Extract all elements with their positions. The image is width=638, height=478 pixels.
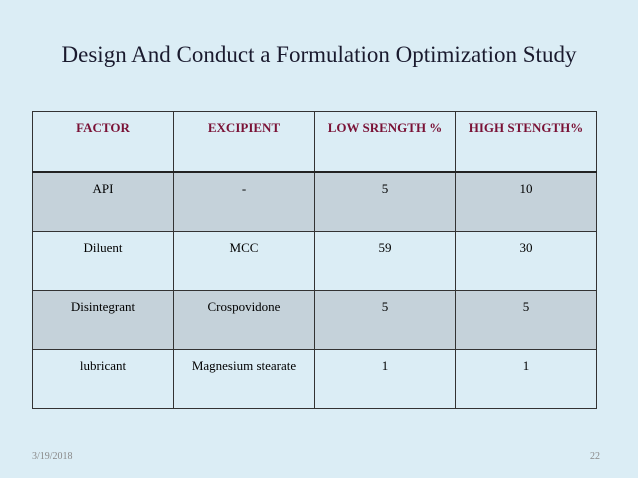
cell-excipient: MCC (174, 232, 315, 291)
formulation-table (32, 111, 597, 409)
header-low-strength: LOW SRENGTH % (315, 112, 456, 173)
cell-excipient: Crospovidone (174, 291, 315, 350)
cell-low: 59 (315, 232, 456, 291)
header-excipient: EXCIPIENT (174, 112, 315, 173)
cell-low: 5 (315, 172, 456, 232)
table-row (33, 350, 597, 409)
header-factor: FACTOR (33, 112, 174, 173)
page-number: 22 (590, 451, 600, 462)
footer-date: 3/19/2018 (32, 451, 73, 462)
cell-low: 1 (315, 350, 456, 409)
table-header-row (33, 112, 597, 173)
cell-excipient: - (174, 172, 315, 232)
slide-title: Design And Conduct a Formulation Optimization Study (61, 42, 577, 67)
cell-high: 1 (456, 350, 597, 409)
cell-factor: Diluent (33, 232, 174, 291)
cell-high: 5 (456, 291, 597, 350)
table-row (33, 172, 597, 232)
table-row (33, 232, 597, 291)
cell-factor: API (33, 172, 174, 232)
cell-high: 10 (456, 172, 597, 232)
header-high-strength: HIGH STENGTH% (456, 112, 597, 173)
cell-excipient: Magnesium stearate (174, 350, 315, 409)
cell-factor: lubricant (33, 350, 174, 409)
cell-high: 30 (456, 232, 597, 291)
cell-low: 5 (315, 291, 456, 350)
cell-factor: Disintegrant (33, 291, 174, 350)
table-row (33, 291, 597, 350)
